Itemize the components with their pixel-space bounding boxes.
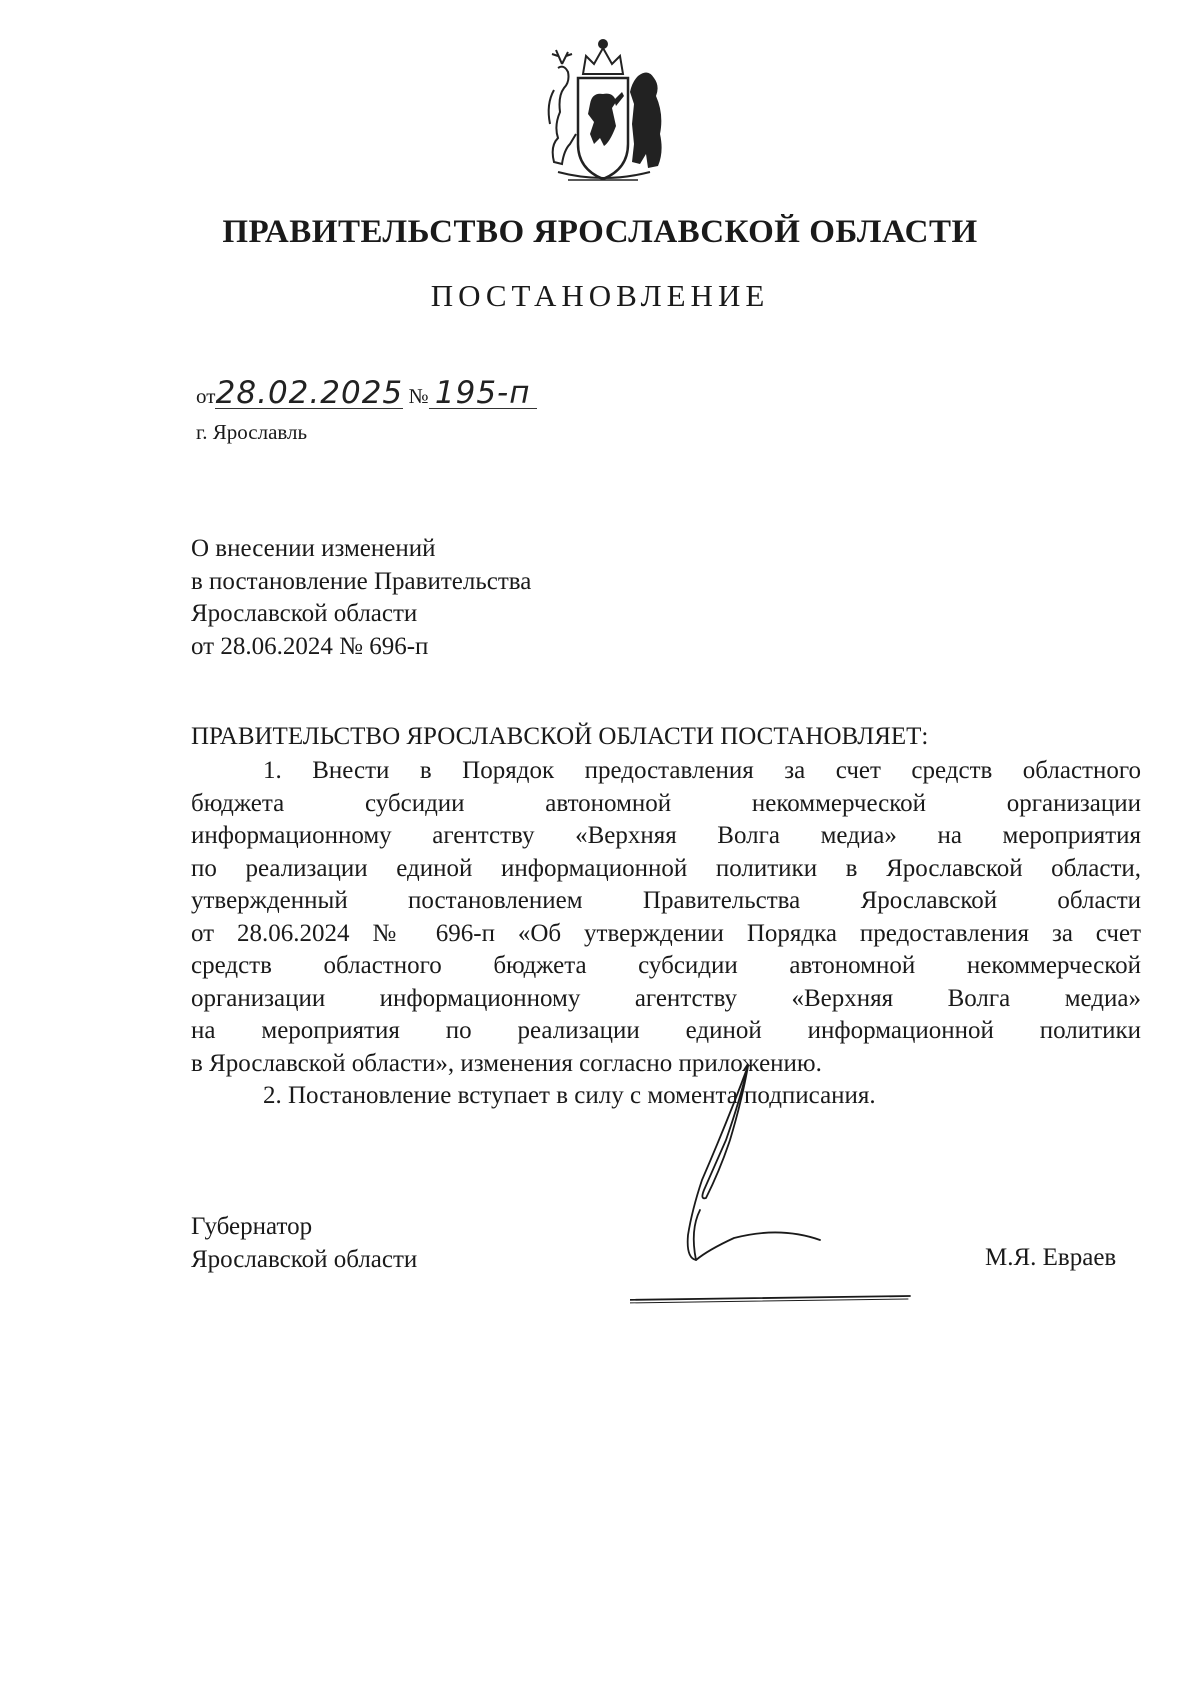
number-prefix: №: [408, 384, 429, 408]
date-prefix: от: [196, 384, 216, 408]
paragraph-line: информационному агентству «Верхняя Волга медиа» на мероприятия: [191, 822, 1141, 849]
subject-line: О внесении изменений: [191, 535, 436, 562]
handwritten-number: 195-п: [429, 378, 537, 409]
subject-line: Ярославской области: [191, 600, 418, 627]
document-type-heading: ПОСТАНОВЛЕНИЕ: [430, 278, 770, 313]
paragraph-line: 1. Внести в Порядок предоставления за счет средств областного: [263, 757, 1141, 784]
handwritten-signature: [630, 1060, 1030, 1330]
signatory-name: М.Я. Евраев: [985, 1244, 1117, 1271]
paragraph-line: по реализации единой информационной политики в Ярославской области,: [191, 854, 1141, 882]
paragraph-line: утвержденный постановлением Правительства Ярославской области: [191, 887, 1141, 914]
signatory-title-line: Губернатор: [191, 1213, 313, 1240]
paragraph-2: 2. Постановление вступает в силу с момента подписания.: [263, 1082, 876, 1109]
paragraph-line: в Ярославской области», изменения согласно приложению.: [191, 1049, 822, 1077]
paragraph-line: бюджета субсидии автономной некоммерческой организации: [191, 789, 1141, 817]
signatory-title: [191, 1211, 417, 1276]
coat-of-arms-emblem: [528, 34, 678, 194]
paragraph-1: [191, 755, 1141, 1080]
registration-line: [196, 375, 537, 411]
subject-line: от 28.06.2024 № 696-п: [191, 632, 429, 660]
organization-title: ПРАВИТЕЛЬСТВО ЯРОСЛАВСКОЙ ОБЛАСТИ: [222, 214, 978, 250]
subject-line: в постановление Правительства: [191, 567, 532, 595]
paragraph-line: от 28.06.2024 № 696-п «Об утверждении Порядка предоставления за счет: [191, 919, 1141, 947]
city-label: г. Ярославль: [196, 420, 308, 444]
preamble: ПРАВИТЕЛЬСТВО ЯРОСЛАВСКОЙ ОБЛАСТИ ПОСТАНОВЛЯЕТ:: [191, 723, 929, 750]
paragraph-line: средств областного бюджета субсидии автономной некоммерческой: [191, 952, 1141, 979]
paragraph-line: организации информационному агентству «Верхняя Волга медиа»: [191, 984, 1141, 1012]
document-subject: [191, 533, 531, 663]
paragraph-line: на мероприятия по реализации единой информационной политики: [191, 1017, 1141, 1044]
handwritten-date: 28.02.2025: [215, 375, 404, 411]
signatory-title-line: Ярославской области: [191, 1245, 418, 1273]
